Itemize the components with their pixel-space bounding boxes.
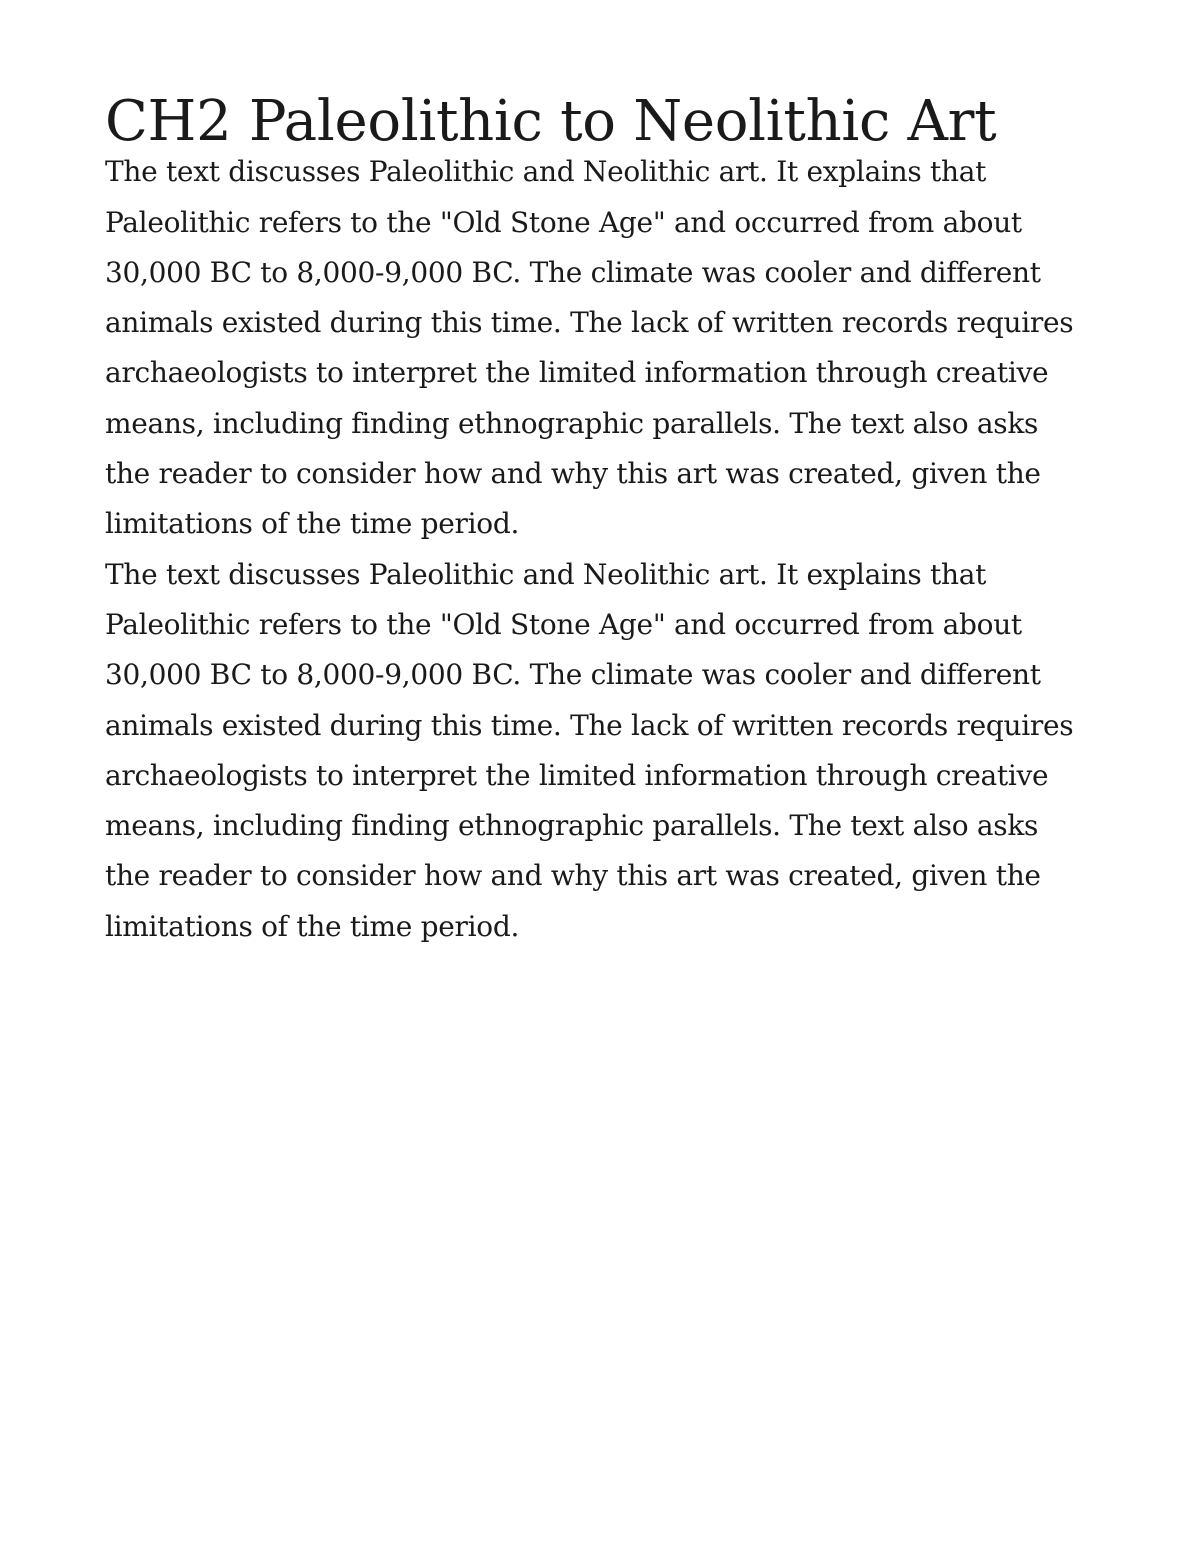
summary-paragraph: The text discusses Paleolithic and Neolithic art. It explains that Paleolithic refers to the "Old Stone Age" and occurred from about 30,000 BC to 8,000-9,000 BC. The climate was cooler and different animals existed during this time. The lack of written records requires archaeologists to interpret the limited information through creative means, including finding ethnographic parallels. The text also asks the reader to consider how and why this art was created, given the limitations of the time period. bbox=[105, 155, 1074, 541]
document-content bbox=[105, 89, 1075, 952]
document-title: CH2 Paleolithic to Neolithic Art bbox=[105, 89, 997, 154]
summary-paragraph-repeat: The text discusses Paleolithic and Neolithic art. It explains that Paleolithic refers to the "Old Stone Age" and occurred from about 30,000 BC to 8,000-9,000 BC. The climate was cooler and different animals existed during this time. The lack of written records requires archaeologists to interpret the limited information through creative means, including finding ethnographic parallels. The text also asks the reader to consider how and why this art was created, given the limitations of the time period. bbox=[105, 557, 1074, 943]
